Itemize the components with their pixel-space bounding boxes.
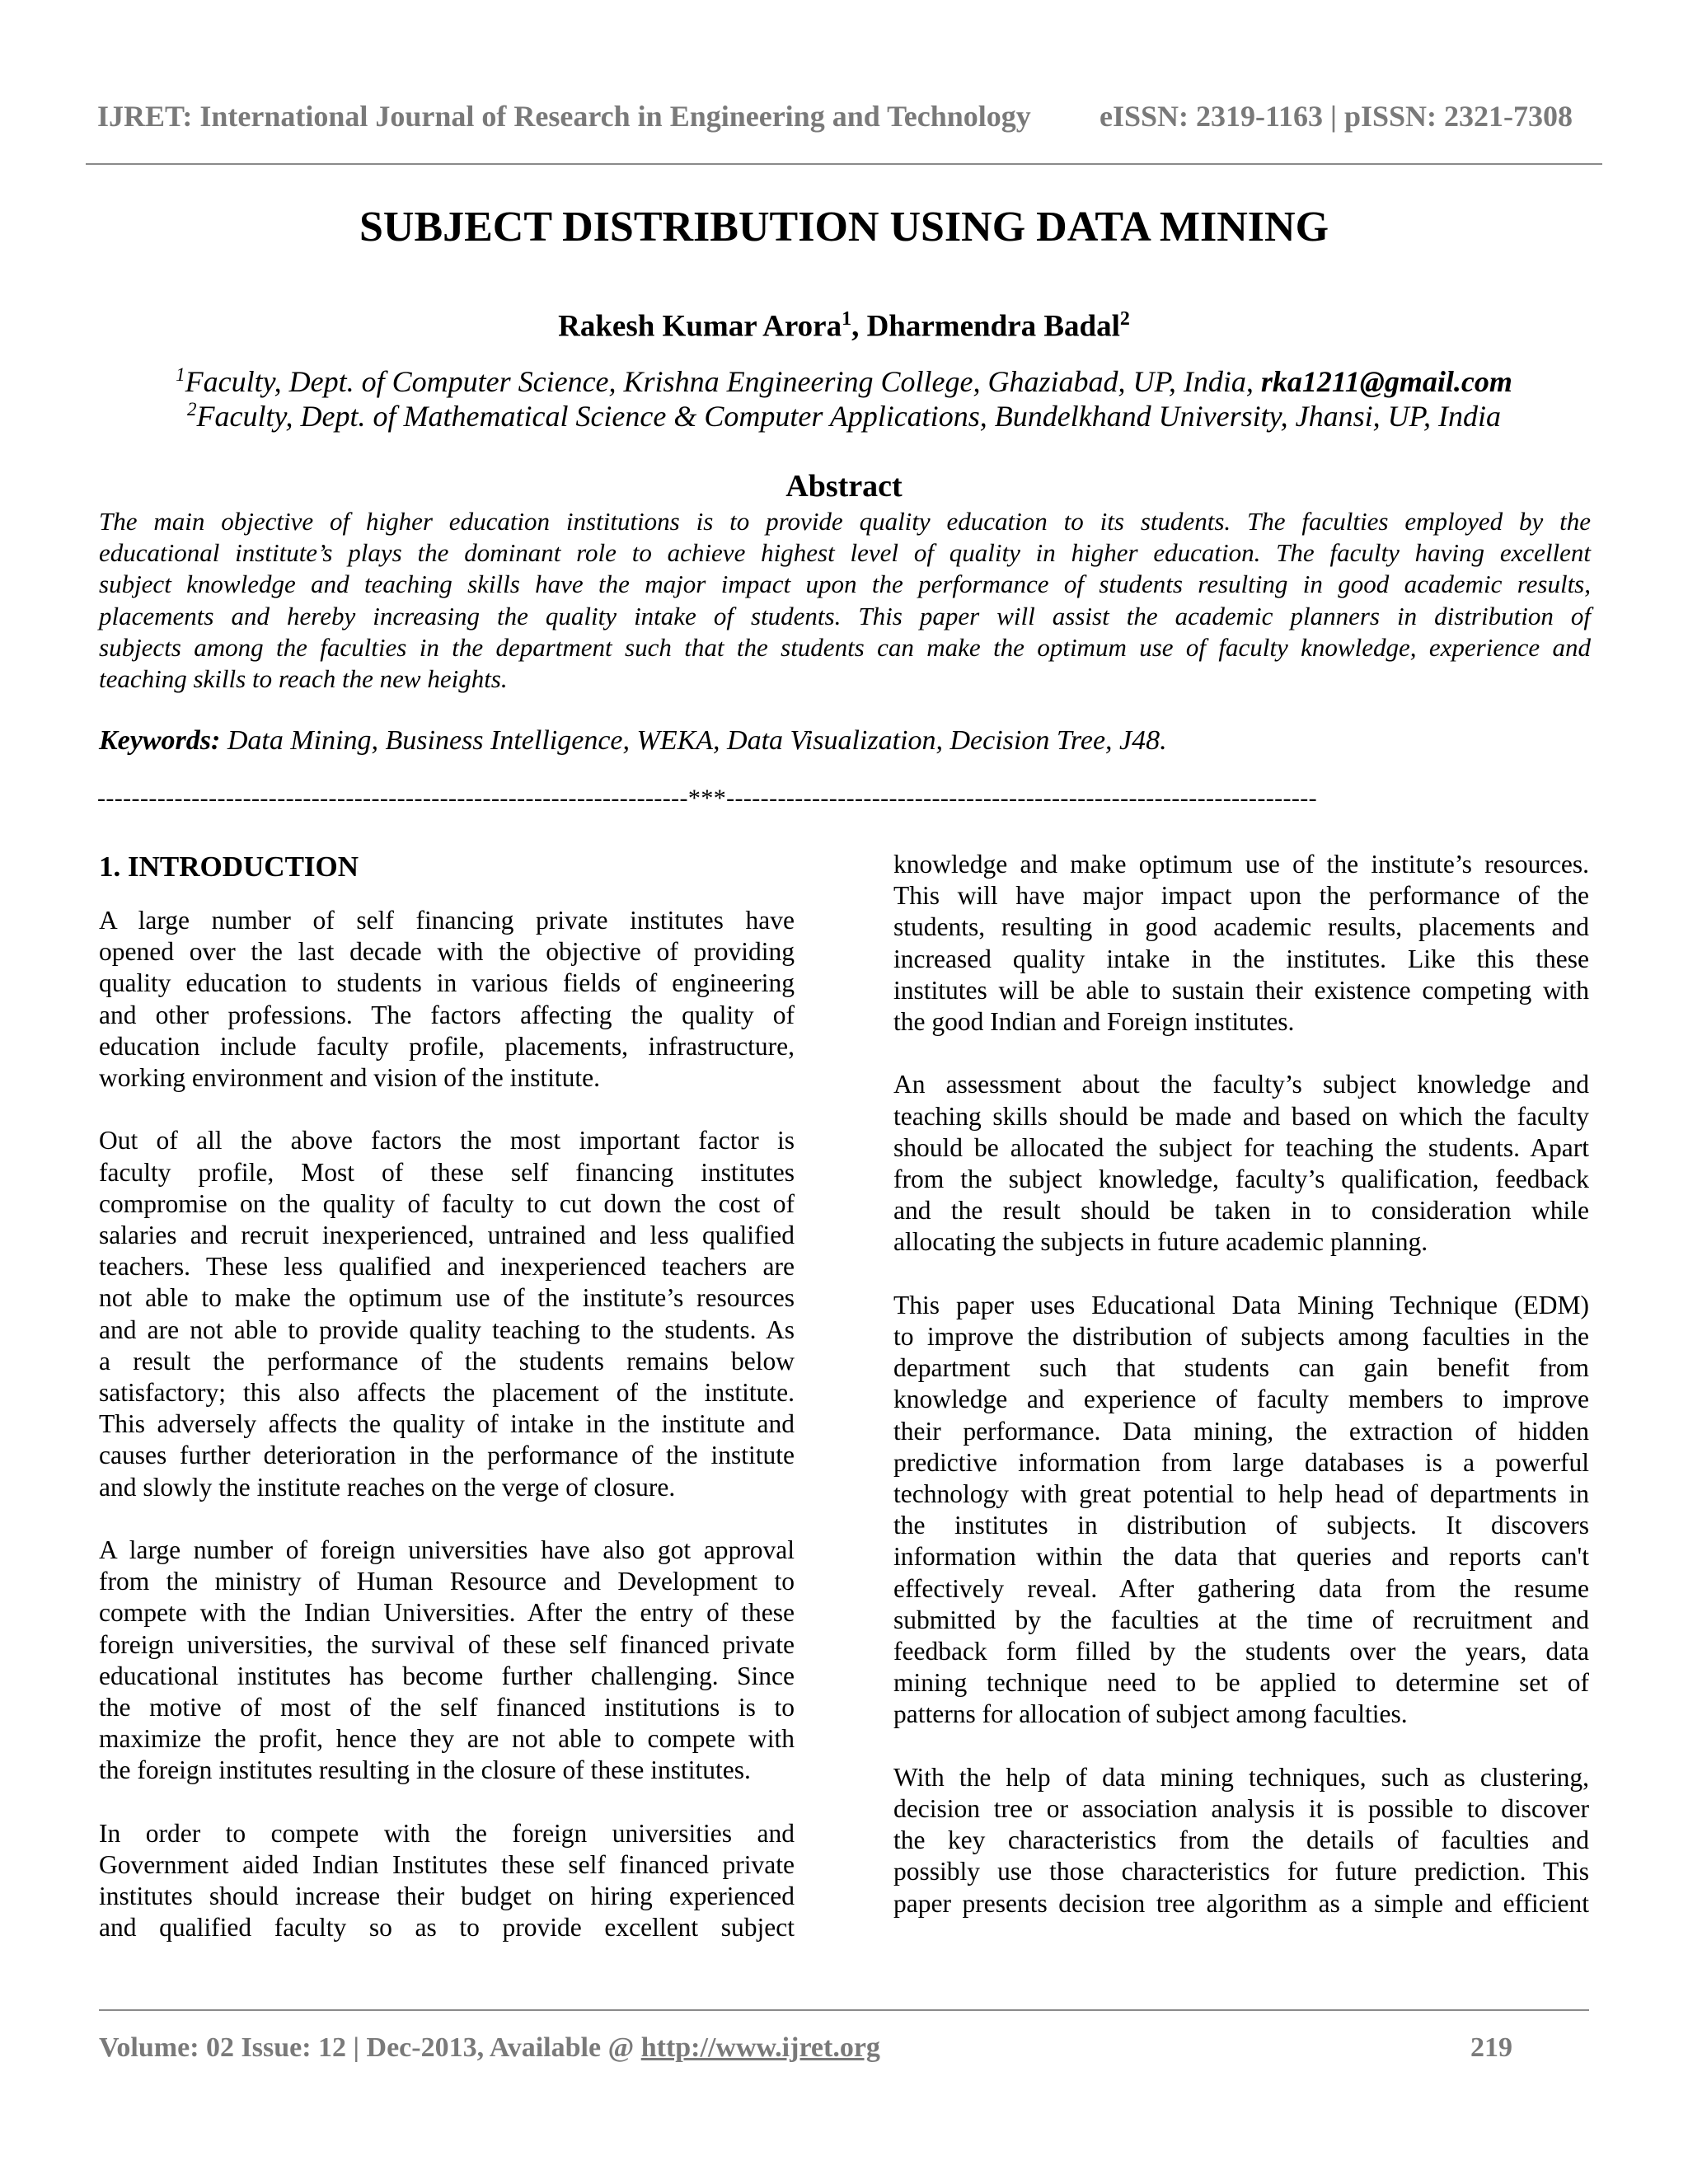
affiliation-2-text: Faculty, Dept. of Mathematical Science & Computer Applications, Bundelkhand University, Jhansi, UP, India	[196, 400, 1501, 433]
left-column-paragraph	[99, 905, 795, 1094]
paragraph-line: should be allocated the subject for teaching the students. Apart	[893, 1132, 1589, 1162]
paragraph-line: to improve the distribution of subjects among faculties in the	[893, 1322, 1589, 1352]
journal-link[interactable]: http://www.ijret.org	[640, 2032, 880, 2063]
paragraph-line: compromise on the quality of faculty to cut down the cost of	[99, 1188, 795, 1218]
paragraph-line: not able to make the optimum use of the institute’s resources	[99, 1283, 795, 1313]
paragraph-line: students, resulting in good academic results, placements and	[893, 912, 1589, 942]
paragraph-line: satisfactory; this also affects the placement of the institute.	[99, 1378, 795, 1408]
paragraph-line: A large number of self financing private institutes have	[99, 906, 795, 935]
paragraph-line: and are not able to provide quality teaching to the students. As	[99, 1315, 795, 1344]
abstract-line: subjects among the faculties in the department such that the students can make the optimum use of faculty knowledge, experience and	[99, 632, 1591, 662]
keywords-text: Data Mining, Business Intelligence, WEKA, Data Visualization, Decision Tree, J48.	[220, 725, 1167, 756]
paragraph-line: and other professions. The factors affecting the quality of	[99, 1000, 795, 1029]
paragraph-line: knowledge and experience of faculty members to improve	[893, 1385, 1589, 1414]
paragraph-line: the foreign institutes resulting in the closure of these institutes.	[99, 1755, 751, 1785]
paragraph-line: This will have major impact upon the performance of the	[893, 881, 1589, 911]
paragraph-line: mining technique need to be applied to determine set of	[893, 1668, 1589, 1698]
paragraph-line: department such that students can gain benefit from	[893, 1353, 1589, 1383]
author-email[interactable]: rka1211@gmail.com	[1260, 365, 1512, 398]
paragraph-line: paper presents decision tree algorithm as a simple and efficient	[893, 1888, 1589, 1918]
paragraph-line: causes further deterioration in the performance of the institute	[99, 1441, 795, 1470]
paragraph-line: salaries and recruit inexperienced, untrained and less qualified	[99, 1221, 795, 1250]
author-2-marker: 2	[1119, 308, 1130, 330]
section-heading-introduction: 1. INTRODUCTION	[99, 851, 359, 883]
affiliation-1	[0, 364, 1688, 399]
left-column-paragraph	[99, 1818, 795, 1944]
paragraph-line: feedback form filled by the students over the years, data	[893, 1637, 1589, 1666]
abstract-line: subject knowledge and teaching skills have the major impact upon the performance of students resulting in good academic results,	[99, 569, 1591, 599]
paragraph-line: faculty profile, Most of these self financing institutes	[99, 1157, 795, 1187]
left-column	[99, 905, 795, 1975]
left-column-paragraph	[99, 1535, 795, 1787]
right-column-paragraph	[893, 849, 1589, 1038]
paragraph-line: Out of all the above factors the most important factor is	[99, 1126, 795, 1155]
journal-name: IJRET: International Journal of Research in Engineering and Technology	[97, 100, 1031, 133]
paragraph-line: In order to compete with the foreign universities and	[99, 1818, 795, 1848]
paragraph-line: This adversely affects the quality of intake in the institute and	[99, 1409, 795, 1439]
header-rule	[86, 163, 1602, 165]
paragraph-line: teaching skills should be made and based on which the faculty	[893, 1101, 1589, 1131]
paragraph-line: educational institutes has become further challenging. Since	[99, 1661, 795, 1690]
paragraph-line: the institutes in distribution of subjects. It discovers	[893, 1511, 1589, 1540]
paragraph-line: This paper uses Educational Data Mining Technique (EDM)	[893, 1290, 1589, 1319]
abstract-line: teaching skills to reach the new heights.	[99, 664, 508, 694]
paper-title: SUBJECT DISTRIBUTION USING DATA MINING	[359, 204, 1329, 251]
paragraph-line: A large number of foreign universities have also got approval	[99, 1535, 795, 1565]
paragraph-line: With the help of data mining techniques, such as clustering,	[893, 1762, 1589, 1792]
author-2: Dharmendra Badal	[866, 309, 1120, 344]
abstract-line: educational institute’s plays the dominant role to achieve highest level of quality in higher education. The faculty having excellent	[99, 538, 1591, 568]
paragraph-line: institutes will be able to sustain their existence competing with	[893, 975, 1589, 1005]
affiliation-2	[0, 399, 1688, 434]
right-column-paragraph	[893, 1290, 1589, 1731]
running-header	[97, 99, 1581, 134]
paragraph-line: education include faculty profile, placements, infrastructure,	[99, 1031, 795, 1061]
running-footer	[99, 2032, 1589, 2064]
paragraph-line: increased quality intake in the institutes. Like this these	[893, 944, 1589, 973]
paragraph-line: information within the data that queries and reports can't	[893, 1542, 1589, 1572]
paragraph-line: Government aided Indian Institutes these self financed private	[99, 1850, 795, 1880]
issn-info: eISSN: 2319-1163 | pISSN: 2321-7308	[1100, 100, 1573, 133]
paragraph-line: possibly use those characteristics for future prediction. This	[893, 1857, 1589, 1886]
paragraph-line: the good Indian and Foreign institutes.	[893, 1007, 1295, 1037]
paragraph-line: and slowly the institute reaches on the verge of closure.	[99, 1472, 676, 1502]
right-column	[893, 849, 1589, 1951]
paragraph-line: the key characteristics from the details of faculties and	[893, 1825, 1589, 1855]
volume-info: Volume: 02 Issue: 12 | Dec-2013, Available @	[99, 2032, 641, 2063]
footer-rule	[99, 2009, 1589, 2011]
paragraph-line: submitted by the faculties at the time of recruitment and	[893, 1605, 1589, 1634]
affiliation-1-marker: 1	[176, 364, 185, 385]
paragraph-line: a result the performance of the students remains below	[99, 1346, 795, 1376]
paragraph-line: from the subject knowledge, faculty’s qualification, feedback	[893, 1165, 1589, 1194]
left-column-paragraph	[99, 1125, 795, 1502]
affiliation-1-text: Faculty, Dept. of Computer Science, Krishna Engineering College, Ghaziabad, UP, India,	[185, 365, 1261, 398]
affiliation-2-marker: 2	[187, 399, 197, 419]
paragraph-line: from the ministry of Human Resource and Development to	[99, 1567, 795, 1596]
page-number: 219	[1470, 2032, 1512, 2063]
paragraph-line: foreign universities, the survival of these self financed private	[99, 1629, 795, 1659]
paragraph-line: knowledge and make optimum use of the institute’s resources.	[893, 850, 1589, 879]
paragraph-line: allocating the subjects in future academic planning.	[893, 1227, 1428, 1257]
paragraph-line: maximize the profit, hence they are not able to compete with	[99, 1724, 795, 1754]
author-list	[0, 308, 1688, 344]
paragraph-line: teachers. These less qualified and inexperienced teachers are	[99, 1252, 795, 1282]
paragraph-line: working environment and vision of the institute.	[99, 1063, 601, 1093]
paragraph-line: decision tree or association analysis it is possible to discover	[893, 1794, 1589, 1824]
section-separator: ---------------------------------------------------------------------***---------------------------------------------------------------------	[97, 785, 1318, 812]
keywords-label: Keywords:	[99, 725, 221, 756]
paragraph-line: and qualified faculty so as to provide excellent subject	[99, 1913, 795, 1943]
abstract-line: placements and hereby increasing the quality intake of students. This paper will assist the academic planners in distribution of	[99, 601, 1591, 630]
paragraph-line: compete with the Indian Universities. After the entry of these	[99, 1598, 795, 1628]
abstract-line: The main objective of higher education institutions is to provide quality education to its students. The faculties employed by the	[99, 507, 1591, 536]
paragraph-line: and the result should be taken in to consideration while	[893, 1196, 1589, 1226]
abstract-body	[99, 506, 1591, 695]
right-column-paragraph	[893, 1069, 1589, 1258]
paragraph-line: the motive of most of the self financed institutions is to	[99, 1693, 795, 1722]
abstract-heading: Abstract	[785, 469, 903, 504]
paragraph-line: opened over the last decade with the objective of providing	[99, 937, 795, 967]
author-separator: ,	[851, 309, 867, 344]
paragraph-line: quality education to students in various fields of engineering	[99, 968, 795, 998]
paragraph-line: patterns for allocation of subject among faculties.	[893, 1699, 1408, 1729]
paragraph-line: An assessment about the faculty’s subject knowledge and	[893, 1070, 1589, 1099]
keywords	[99, 725, 1591, 757]
author-1-marker: 1	[842, 308, 852, 330]
paragraph-line: predictive information from large databases is a powerful	[893, 1447, 1589, 1477]
paragraph-line: institutes should increase their budget on hiring experienced	[99, 1882, 795, 1911]
author-1: Rakesh Kumar Arora	[558, 309, 842, 344]
paragraph-line: effectively reveal. After gathering data from the resume	[893, 1573, 1589, 1603]
paragraph-line: technology with great potential to help head of departments in	[893, 1479, 1589, 1509]
right-column-paragraph	[893, 1762, 1589, 1919]
paragraph-line: their performance. Data mining, the extraction of hidden	[893, 1416, 1589, 1446]
